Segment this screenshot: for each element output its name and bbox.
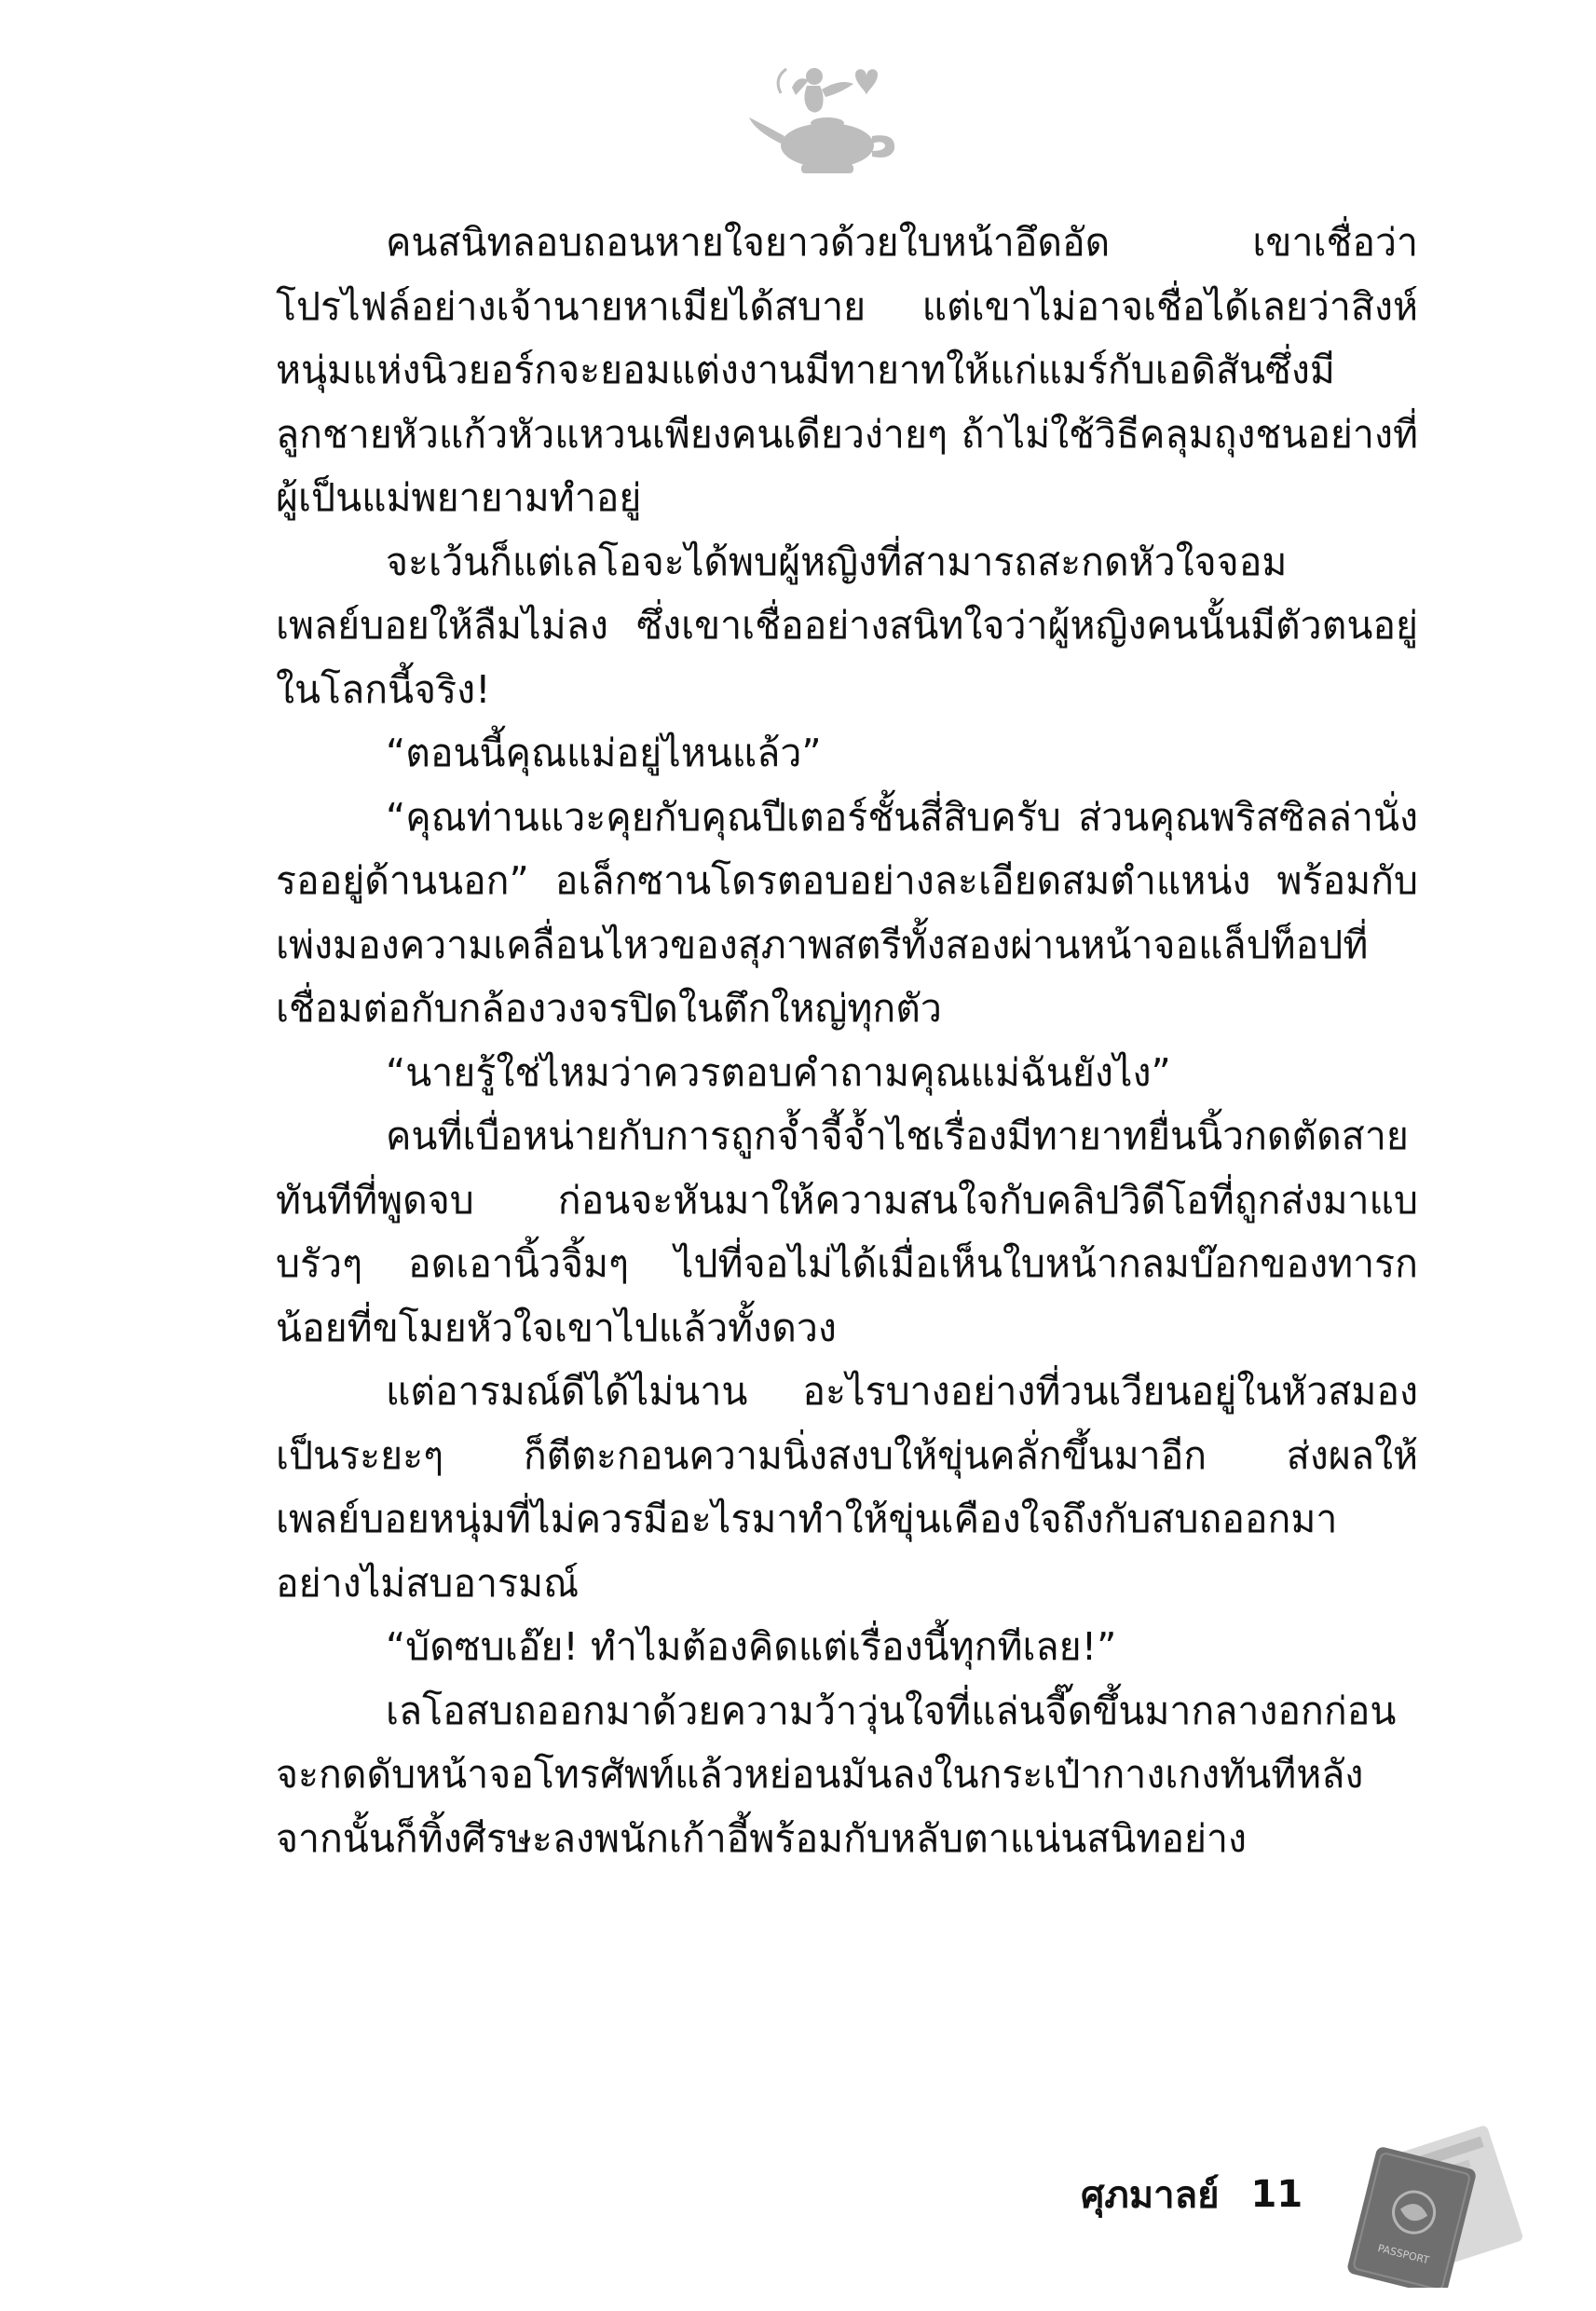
svg-text:PASSPORT: PASSPORT: [1376, 2242, 1431, 2267]
page-number: 11: [1250, 2173, 1303, 2216]
body-text: [276, 211, 1418, 1870]
passport-icon: [1342, 2120, 1528, 2288]
paragraph: คนที่เบื่อหน่ายกับการถูกจ้ำจี้จ้ำไชเรื่องมีทายาทยื่นนิ้วกดตัดสายทันทีที่พูดจบ ก่อนจะหันมาให้ความสนใจกับคลิปวิดีโอที่ถูกส่งมาแบบรัวๆ อดเอานิ้วจิ้มๆ ไปที่จอไม่ได้เมื่อเห็นใบหน้ากลมบ๊อกของทารกน้อยที่ขโมยหัวใจเขาไปแล้วทั้งดวง: [276, 1114, 1418, 1350]
paragraph: “นายรู้ใช่ไหมว่าควรตอบคำถามคุณแม่ฉันยังไง”: [386, 1049, 1171, 1095]
author-name: ศุภมาลย์: [1081, 2174, 1220, 2217]
cupid-teapot-ornament-icon: [736, 56, 913, 182]
paragraph: “คุณท่านแวะคุยกับคุณปีเตอร์ชั้นสี่สิบครับ ส่วนคุณพริสซิลล่านั่งรออยู่ด้านนอก” อเล็กซานโดรตอบอย่างละเอียดสมตำแหน่ง พร้อมกับเพ่งมองความเคลื่อนไหวของสุภาพสตรีทั้งสองผ่านหน้าจอแล็ปท็อปที่เชื่อมต่อกับกล้องวงจรปิดในตึกใหญ่ทุกตัว: [276, 794, 1418, 1031]
paragraph: จะเว้นก็แต่เลโอจะได้พบผู้หญิงที่สามารถสะกดหัวใจจอมเพลย์บอยให้ลืมไม่ลง ซึ่งเขาเชื่ออย่างสนิทใจว่าผู้หญิงคนนั้นมีตัวตนอยู่ในโลกนี้จริง!: [276, 539, 1418, 712]
paragraph: เลโอสบถออกมาด้วยความว้าวุ่นใจที่แล่นจี๊ดขึ้นมากลางอกก่อนจะกดดับหน้าจอโทรศัพท์แล้วหย่อนมันลงในกระเป๋ากางเกงทันทีหลังจากนั้นก็ทิ้งศีรษะลงพนักเก้าอี้พร้อมกับหลับตาแน่นสนิทอย่าง: [276, 1688, 1397, 1861]
paragraph: แต่อารมณ์ดีได้ไม่นาน อะไรบางอย่างที่วนเวียนอยู่ในหัวสมองเป็นระยะๆ ก็ตีตะกอนความนิ่งสงบให้ขุ่นคลั่กขึ้นมาอีก ส่งผลให้เพลย์บอยหนุ่มที่ไม่ควรมีอะไรมาทำให้ขุ่นเคืองใจถึงกับสบถออกมาอย่างไม่สบอารมณ์: [276, 1369, 1418, 1606]
paragraph: “บัดซบเอ๊ย! ทำไมต้องคิดแต่เรื่องนี้ทุกทีเลย!”: [386, 1624, 1117, 1669]
paragraph: คนสนิทลอบถอนหายใจยาวด้วยใบหน้าอึดอัด เขาเชื่อว่าโปรไฟล์อย่างเจ้านายหาเมียได้สบาย แต่เขาไม่อาจเชื่อได้เลยว่าสิงห์หนุ่มแห่งนิวยอร์กจะยอมแต่งงานมีทายาทให้แก่แมร์กับเอดิสันซึ่งมีลูกชายหัวแก้วหัวแหวนเพียงคนเดียวง่ายๆ ถ้าไม่ใช้วิธีคลุมถุงชนอย่างที่ผู้เป็นแม่พยายามทำอยู่: [276, 220, 1418, 520]
paragraph: “ตอนนี้คุณแม่อยู่ไหนแล้ว”: [386, 731, 822, 775]
page-footer: [1081, 2167, 1303, 2222]
